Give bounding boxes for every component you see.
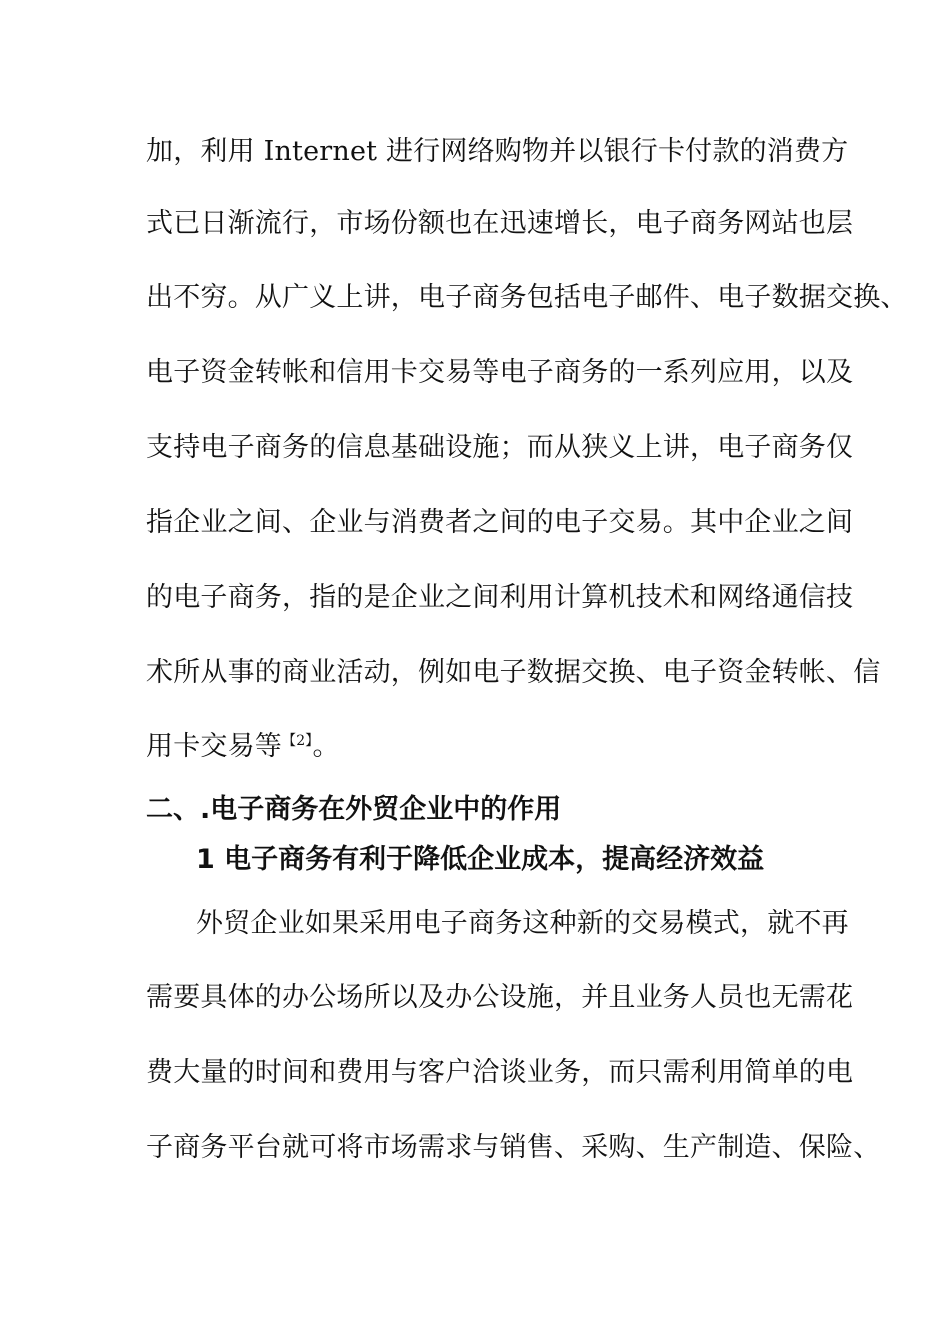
paragraph-line: 式已日渐流行，市场份额也在迅速增长，电子商务网站也层 <box>146 208 854 239</box>
subsection-heading: 1 电子商务有利于降低企业成本，提高经济效益 <box>196 844 765 875</box>
paragraph-line: 指企业之间、企业与消费者之间的电子交易。其中企业之间 <box>146 507 854 538</box>
paragraph-line: 术所从事的商业活动，例如电子数据交换、电子资金转帐、信 <box>146 657 881 688</box>
paragraph-line: 加，利用 Internet 进行网络购物并以银行卡付款的消费方 <box>146 136 849 167</box>
paragraph-line: 出不穷。从广义上讲，电子商务包括电子邮件、电子数据交换、 <box>146 282 908 313</box>
section-heading: 二、.电子商务在外贸企业中的作用 <box>146 794 562 825</box>
paragraph-line: 支持电子商务的信息基础设施；而从狭义上讲，电子商务仅 <box>146 432 854 463</box>
paragraph-line: 子商务平台就可将市场需求与销售、采购、生产制造、保险、 <box>146 1132 881 1163</box>
paragraph-line: 费大量的时间和费用与客户洽谈业务，而只需利用简单的电 <box>146 1057 854 1088</box>
paragraph-line: 需要具体的办公场所以及办公设施，并且业务人员也无需花 <box>146 982 854 1013</box>
paragraph-text-end: 。 <box>312 731 340 762</box>
paragraph-line: 的电子商务，指的是企业之间利用计算机技术和网络通信技 <box>146 582 854 613</box>
paragraph-line: 电子资金转帐和信用卡交易等电子商务的一系列应用，以及 <box>146 357 854 388</box>
paragraph-last-line <box>146 730 340 764</box>
paragraph-text: 用卡交易等 <box>146 731 282 762</box>
paragraph-line: 外贸企业如果采用电子商务这种新的交易模式，就不再 <box>196 908 849 939</box>
reference-mark[interactable]: 【2】 <box>282 733 313 749</box>
